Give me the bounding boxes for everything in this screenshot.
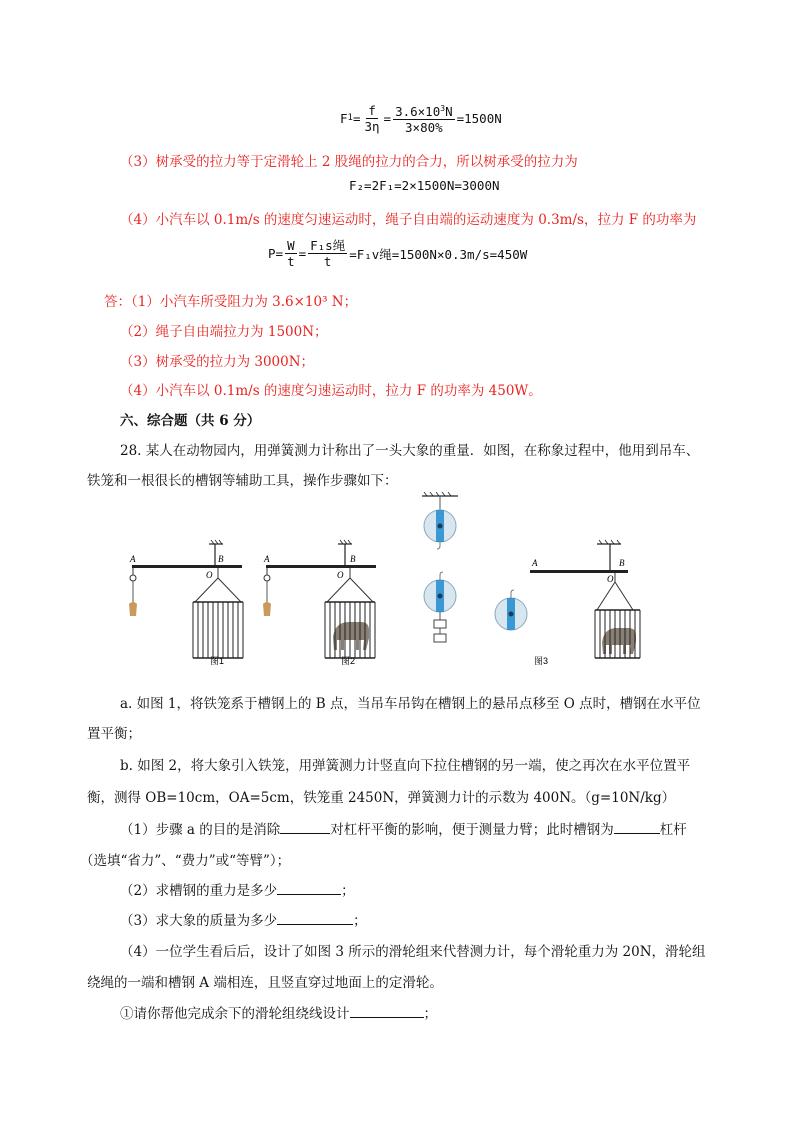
pulley-set	[422, 492, 527, 642]
q28-line2: 铁笼和一根很长的槽钢等辅助工具，操作步骤如下：	[87, 473, 398, 489]
formula-f1-result: =1500N	[456, 110, 502, 126]
fraction-denominator: 3η	[364, 118, 380, 134]
answer-2: （2）绳子自由端拉力为 1500N；	[120, 324, 328, 340]
semicolon: ；	[341, 883, 355, 899]
figure-3-caption: 图3	[534, 656, 549, 666]
point-label-o: O	[206, 570, 213, 580]
formula-f1-lhs-sub: 1	[347, 113, 353, 124]
step-a-line1: a. 如图 1，将铁笼系于槽钢上的 B 点，当吊车吊钩在槽钢上的悬吊点移至 O 点时，槽钢在水平位	[120, 696, 701, 712]
fraction-denominator: t	[323, 254, 332, 269]
formula-power-lhs: P=	[268, 246, 284, 261]
subquestion-3-text: （3）求大象的质量为多少	[120, 913, 278, 929]
formula-power: P= $\frac{W}{t}$ = $\frac{\text{F₁s绳}}{t}$ =F₁v绳=1500N×0.3m/s=450W	[268, 238, 528, 269]
hand-icon	[129, 602, 137, 616]
weight-block-icon	[434, 634, 446, 642]
cage	[193, 602, 243, 658]
point-label-b: B	[619, 558, 625, 568]
subquestion-2-text: （2）求槽钢的重力是多少	[120, 883, 278, 899]
point-label-a: A	[130, 554, 136, 564]
fraction-denominator: 3×80%	[405, 120, 443, 136]
fraction-numerator: F₁s绳	[310, 238, 346, 253]
figure-1	[129, 540, 243, 666]
figure-3	[530, 540, 640, 666]
answer-4: （4）小汽车以 0.1m/s 的速度匀速运动时，拉力 F 的功率为 450W。	[120, 383, 542, 399]
subquestion-3	[120, 909, 367, 929]
point-label-o: O	[607, 574, 614, 584]
figure-2	[263, 540, 376, 666]
step-a-line2: 置平衡；	[87, 726, 141, 742]
answer-blank-5[interactable]	[350, 1004, 424, 1018]
subquestion-1-part-c: 杠杆	[659, 822, 687, 838]
subquestion-4-q	[120, 1002, 437, 1022]
fraction-numerator: 3.6×10	[395, 104, 441, 120]
item-4: （4）小汽车以 0.1m/s 的速度匀速运动时，绳子自由端的运动速度为 0.3m/s，拉力 F 的功率为	[120, 212, 697, 228]
subquestion-4-q-text: ①请你帮他完成余下的滑轮组绕线设计	[120, 1006, 350, 1022]
fraction-f-over-3eta	[362, 103, 381, 134]
fraction-value	[393, 101, 455, 135]
fraction-numerator: W	[287, 238, 295, 253]
fraction-numerator: f	[368, 102, 376, 118]
answer-3: （3）树承受的拉力为 3000N；	[120, 354, 315, 370]
hand-icon	[263, 602, 271, 616]
fraction-w-over-t	[285, 238, 297, 269]
lever-figure	[100, 492, 700, 674]
subquestion-4-line2: 绕绳的一端和槽钢 A 端相连，且竖直穿过地面上的定滑轮。	[87, 975, 443, 991]
subquestion-1	[120, 818, 687, 838]
point-label-b: B	[350, 554, 356, 564]
step-b-line1: b. 如图 2，将大象引入铁笼，用弹簧测力计竖直向下拉住槽钢的另一端，使之再次在水平位置平	[120, 758, 691, 774]
answer-blank-3[interactable]	[277, 881, 341, 895]
answer-blank-2[interactable]	[614, 820, 660, 834]
q28-line1: 28. 某人在动物园内，用弹簧测力计称出了一头大象的重量．如图，在称象过程中，他用到吊车、	[120, 443, 700, 459]
figure-1-caption: 图1	[210, 656, 225, 666]
weight-block-icon	[434, 620, 446, 628]
answer-blank-1[interactable]	[280, 820, 330, 834]
section-title: 六、综合题（共 6 分）	[120, 413, 261, 429]
formula-power-rest: =F₁v绳=1500N×0.3m/s=450W	[349, 246, 528, 262]
exponent: 3	[440, 104, 446, 113]
fraction-denominator: t	[287, 254, 295, 269]
subquestion-1-part-b: 对杠杆平衡的影响，便于测量力臂；此时槽钢为	[330, 822, 614, 838]
point-label-a: A	[264, 554, 270, 564]
subquestion-4-line1: （4）一位学生看后后，设计了如图 3 所示的滑轮组来代替测力计，每个滑轮重力为 20N，滑轮组	[120, 944, 706, 960]
elephant-icon	[333, 622, 369, 650]
lever-bar	[132, 565, 242, 568]
elephant-icon	[602, 628, 636, 654]
subquestion-2	[120, 879, 355, 899]
fraction-fs-over-t	[308, 238, 347, 269]
point-label-a: A	[532, 558, 538, 568]
formula-f1: F 1 = $\frac{f}{3\eta}$ = $\frac{3.6\times 10^3N}{3\times 80\%}$ =1500N	[340, 102, 502, 136]
step-b-line2: 衡，测得 OB=10cm，OA=5cm，铁笼重 2450N，弹簧测力计的示数为 400N。（g=10N/kg）	[87, 790, 676, 806]
semicolon: ；	[353, 913, 367, 929]
answer-blank-4[interactable]	[277, 911, 353, 925]
subquestion-1-part-a: （1）步骤 a 的目的是消除	[120, 822, 281, 838]
item-3: （3）树承受的拉力等于定滑轮上 2 股绳的拉力的合力，所以树承受的拉力为	[120, 154, 578, 170]
unit: N	[445, 104, 453, 120]
answer-1: 答：（1）小汽车所受阻力为 3.6×10³ N；	[104, 294, 358, 310]
lever-bar	[530, 570, 628, 573]
formula-f2: F₂=2F₁=2×1500N=3000N	[349, 178, 500, 193]
subquestion-1-line2: （选填“省力”、“费力”或“等臂”）；	[80, 853, 291, 869]
lever-bar	[266, 565, 376, 568]
semicolon: ；	[423, 1006, 437, 1022]
point-label-o: O	[337, 570, 344, 580]
formula-f1-lhs: F	[340, 110, 348, 126]
figure-2-caption: 图2	[341, 656, 356, 666]
point-label-b: B	[218, 554, 224, 564]
